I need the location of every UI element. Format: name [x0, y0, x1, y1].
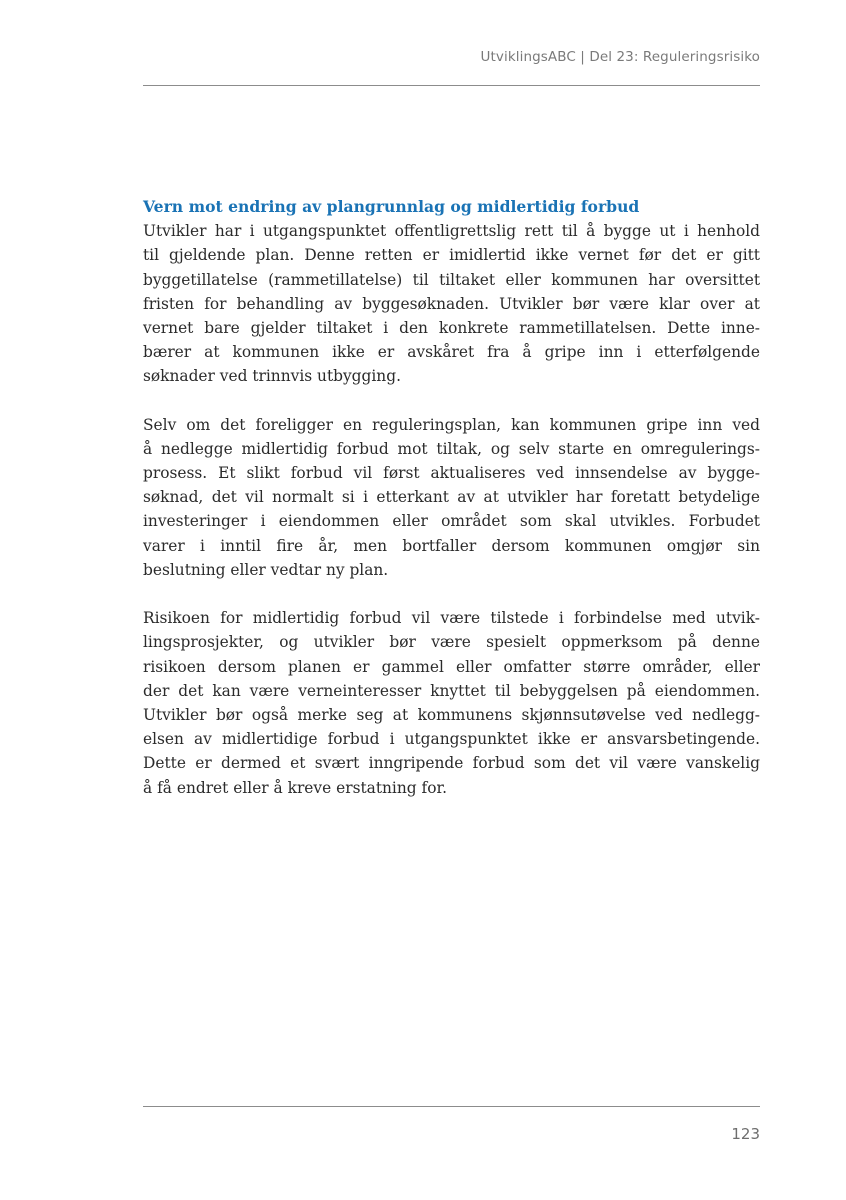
text-line: varer i inntil fire år, men bortfaller dersom kommunen omgjør sin — [143, 536, 760, 555]
text-line: elsen av midlertidige forbud i utgangspunktet ikke er ansvarsbetingende. — [143, 730, 760, 749]
text-line: beslutning eller vedtar ny plan. — [143, 560, 389, 579]
page-number: 123 — [731, 1125, 760, 1143]
paragraph-2 — [143, 413, 760, 582]
footer-divider — [143, 1106, 760, 1107]
main-content — [143, 195, 760, 824]
text-line: investeringer i eiendommen eller området som skal utvikles. Forbudet — [143, 512, 760, 531]
text-line: Utvikler har i utgangspunktet offentligrettslig rett til å bygge ut i henhold — [143, 222, 760, 241]
text-line: Dette er dermed et svært inngripende forbud som det vil være vanskelig — [143, 754, 760, 773]
text-line: risikoen dersom planen er gammel eller omfatter større områder, eller — [143, 657, 760, 676]
paragraph-1 — [143, 219, 760, 388]
text-line: bærer at kommunen ikke er avskåret fra å gripe inn i etterfølgende — [143, 343, 760, 362]
text-line: fristen for behandling av byggesøknaden. Utvikler bør være klar over at — [143, 294, 760, 313]
text-line: der det kan være verneinteresser knyttet til bebyggelsen på eiendommen. — [143, 681, 760, 700]
text-line: vernet bare gjelder tiltaket i den konkrete rammetillatelsen. Dette inne- — [143, 318, 760, 337]
section-heading: Vern mot endring av plangrunnlag og midlertidig forbud — [143, 197, 640, 216]
text-line: Selv om det foreligger en reguleringsplan, kan kommunen gripe inn ved — [143, 415, 760, 434]
text-line: søknader ved trinnvis utbygging. — [143, 367, 401, 386]
text-line: lingsprosjekter, og utvikler bør være spesielt oppmerksom på denne — [143, 633, 760, 652]
paragraph-3 — [143, 606, 760, 800]
text-line: Risikoen for midlertidig forbud vil være tilstede i forbindelse med utvik- — [143, 609, 760, 628]
text-line: å få endret eller å kreve erstatning for. — [143, 778, 448, 797]
running-header: UtviklingsABC | Del 23: Reguleringsrisiko — [480, 49, 760, 65]
text-line: prosess. Et slikt forbud vil først aktualiseres ved innsendelse av bygge- — [143, 464, 760, 483]
text-line: til gjeldende plan. Denne retten er imidlertid ikke vernet før det er gitt — [143, 246, 760, 265]
text-line: Utvikler bør også merke seg at kommunens skjønnsutøvelse ved nedlegg- — [143, 705, 760, 724]
header-divider — [143, 85, 760, 86]
text-line: søknad, det vil normalt si i etterkant av at utvikler har foretatt betydelige — [143, 488, 760, 507]
text-line: å nedlegge midlertidig forbud mot tiltak, og selv starte en omregulerings- — [143, 439, 760, 458]
text-line: byggetillatelse (rammetillatelse) til tiltaket eller kommunen har oversittet — [143, 270, 760, 289]
